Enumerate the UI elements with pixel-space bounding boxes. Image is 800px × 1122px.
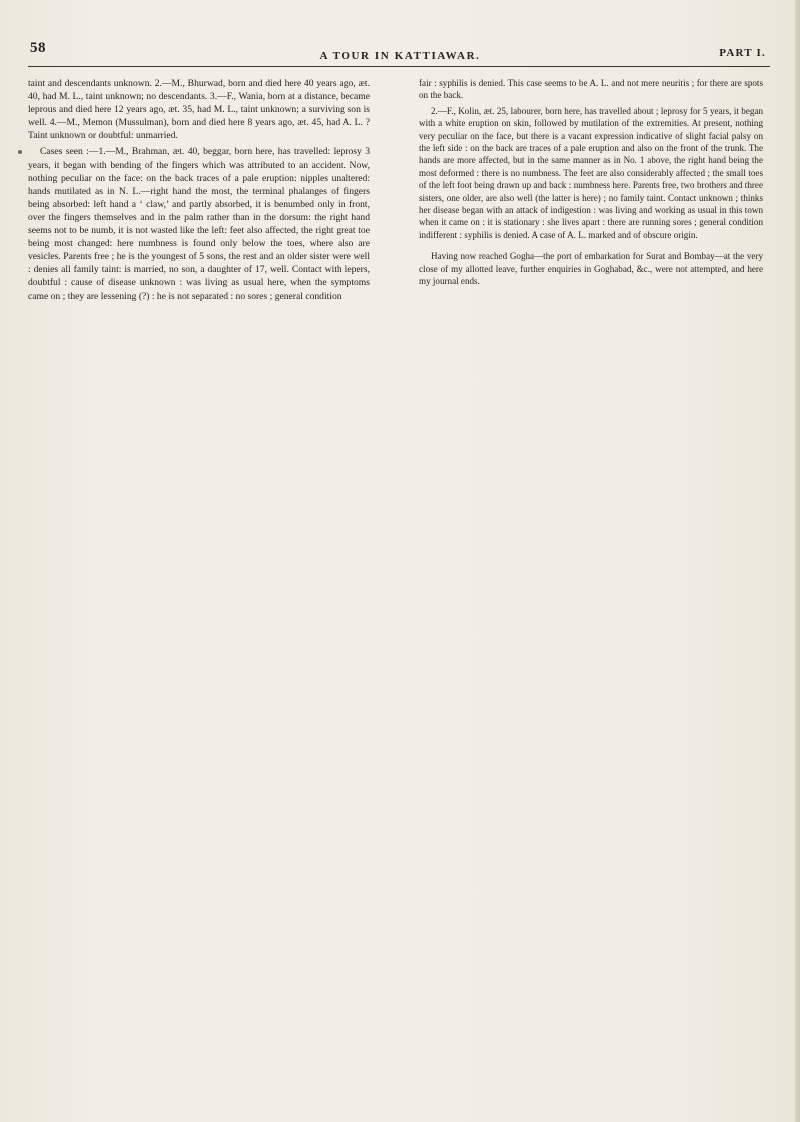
part-label: PART I. bbox=[719, 47, 766, 59]
header-rule bbox=[28, 66, 770, 67]
left-paragraph-continuation: taint and descendants unknown. 2.—M., Bhurwad, born and died here 40 years ago, æt. 40, had M. L., taint unknown; no descendants. 3.—F., Wania, born at a distance, became leprous and died here 12 years ago, æt. 35, had M. L., taint unknown; a surviving son is well. 4.—M., Memon (Mussulman), born and died here 8 years ago, æt. 45, had A. L. ? Taint unknown or doubtful: unmarried. bbox=[28, 78, 370, 142]
page-number: 58 bbox=[30, 40, 46, 56]
right-paragraph-case-2: 2.—F., Kolin, æt. 25, labourer, born here, has travelled about ; leprosy for 5 years, it began with a white eruption on skin, followed by mutilation of the extremities. At present, nothing very peculiar on the face, but there is a vacant expression indicative of slight facial palsy on the left side : on the back are traces of a pale eruption and also on the front of the trunk. The hands are more affected, but in the same manner as in No. 1 above, the right hand being the most deformed : there is no numbness. The feet are also considerably affected ; the small toes of the left foot being drawn up and back : numbness here. Parents free, two brothers and three sisters, one older, are also well (the latter is here) ; no family taint. Contact unknown ; thinks her disease began with an attack of indigestion : was living and working as usual in this town when it came on : it is stationary : she lives apart : there are running sores ; general condition indifferent : syphilis is denied. A case of A. L. marked and of obscure origin. bbox=[419, 105, 763, 240]
left-paragraph-cases-seen: Cases seen :—1.—M., Brahman, æt. 40, beggar, born here, has travelled: leprosy 3 years, it began with bending of the fingers which was attributed to an accident. Now, nothing peculiar on the face: on the back traces of a pale eruption: nipples unaltered: hands mutilated as in N. L.—right hand the most, the terminal phalanges of fingers being absorbed: left hand a ‘ claw,’ and partly absorbed, it is benumbed only in front, over the fingers themselves and in the palm rather than in the dorsum: the right hand seems not to be numb, it is not wasted like the left: feet also affected, the right great toe being most changed: here numbness is found only below the toes, where also are vesicles. Parents free ; he is the youngest of 5 sons, the rest and an older sister were well : denies all family taint: is married, no son, a daughter of 17, well. Contact with lepers, doubtful : cause of disease unknown : was living as usual here, when the symptoms came on ; they are lessening (?) : he is not separated : no sores ; general condition bbox=[28, 146, 370, 302]
running-head-title: A TOUR IN KATTIAWAR. bbox=[319, 50, 481, 62]
right-paragraph-closing: Having now reached Gogha—the port of embarkation for Surat and Bombay—at the very close of my allotted leave, further enquiries in Goghabad, &c., were not attempted, and here my journal ends. bbox=[419, 251, 763, 287]
margin-mark bbox=[18, 150, 22, 154]
right-column bbox=[419, 77, 763, 291]
right-paragraph-continuation: fair : syphilis is denied. This case seems to be A. L. and not mere neuritis ; for there are spots on the back. bbox=[419, 78, 763, 101]
left-column bbox=[28, 77, 370, 306]
page-edge bbox=[795, 0, 800, 1122]
